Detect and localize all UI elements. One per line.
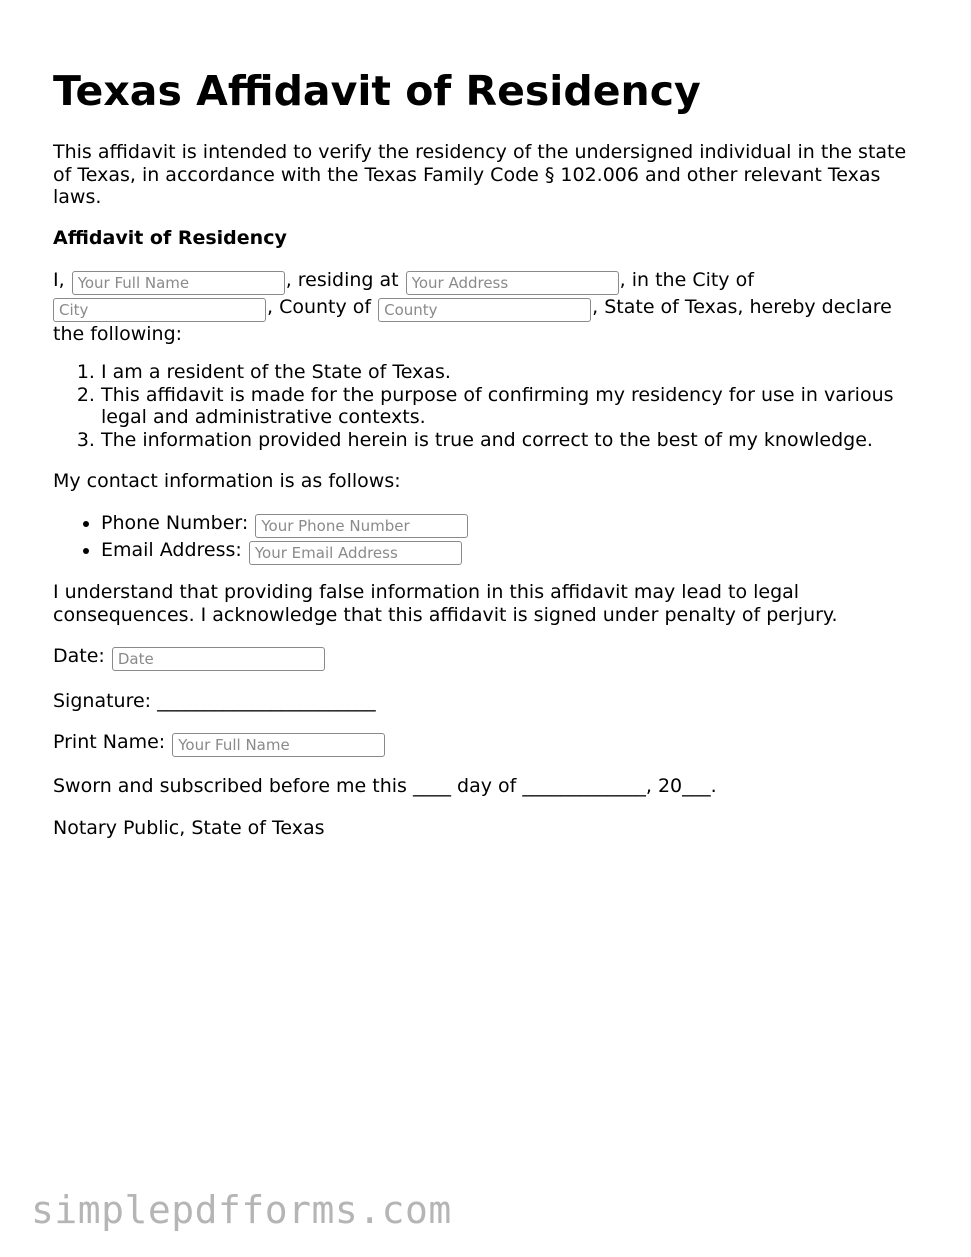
declaration-paragraph [53,268,913,347]
site-watermark: simplepdfforms.com [31,1188,452,1232]
contact-email-item [101,538,913,565]
signature-row [53,689,376,713]
statement-list [53,361,913,451]
section-heading: Affidavit of Residency [53,227,287,249]
declaration-city-text: , in the City of [619,269,754,291]
date-label: Date: [53,645,105,667]
date-row [53,644,326,671]
full-name-input[interactable] [72,271,285,295]
intro-paragraph: This affidavit is intended to verify the residency of the undersigned individual in the state of Texas, in accordance with the Texas Family Code § 102.006 and other relevant Texas laws. [53,141,907,208]
print-name-input[interactable] [172,733,385,757]
email-input[interactable] [249,541,462,565]
date-input[interactable] [112,647,325,671]
county-input[interactable] [378,298,591,322]
contact-list [53,511,913,565]
signature-line[interactable]: _______________________ [157,690,376,712]
list-item: 1. I am a resident of the State of Texas. [101,361,913,384]
phone-label: Phone Number: [101,512,249,534]
signature-label: Signature: [53,690,152,712]
page-title: Texas Affidavit of Residency [53,67,701,115]
city-input[interactable] [53,298,266,322]
notary-line: Notary Public, State of Texas [53,817,325,839]
email-label: Email Address: [101,539,242,561]
phone-input[interactable] [255,514,468,538]
declaration-residing-text: , residing at [285,269,405,291]
declaration-county-text: , County of [267,296,378,318]
print-name-row [53,730,386,757]
declaration-suffix: , State of Texas, hereby declare the following: [53,296,892,345]
list-item: 2. This affidavit is made for the purpose of confirming my residency for use in various legal and administrative contexts. [101,384,913,429]
list-item: 3. The information provided herein is true and correct to the best of my knowledge. [101,429,913,452]
contact-intro: My contact information is as follows: [53,470,401,492]
print-name-label: Print Name: [53,731,166,753]
contact-phone-item [101,511,913,538]
sworn-statement: Sworn and subscribed before me this ____ day of _____________, 20___. [53,775,717,797]
declaration-prefix: I, [53,269,71,291]
address-input[interactable] [406,271,619,295]
perjury-warning: I understand that providing false information in this affidavit may lead to legal consequences. I acknowledge that this affidavit is signed under penalty of perjury. [53,581,838,626]
